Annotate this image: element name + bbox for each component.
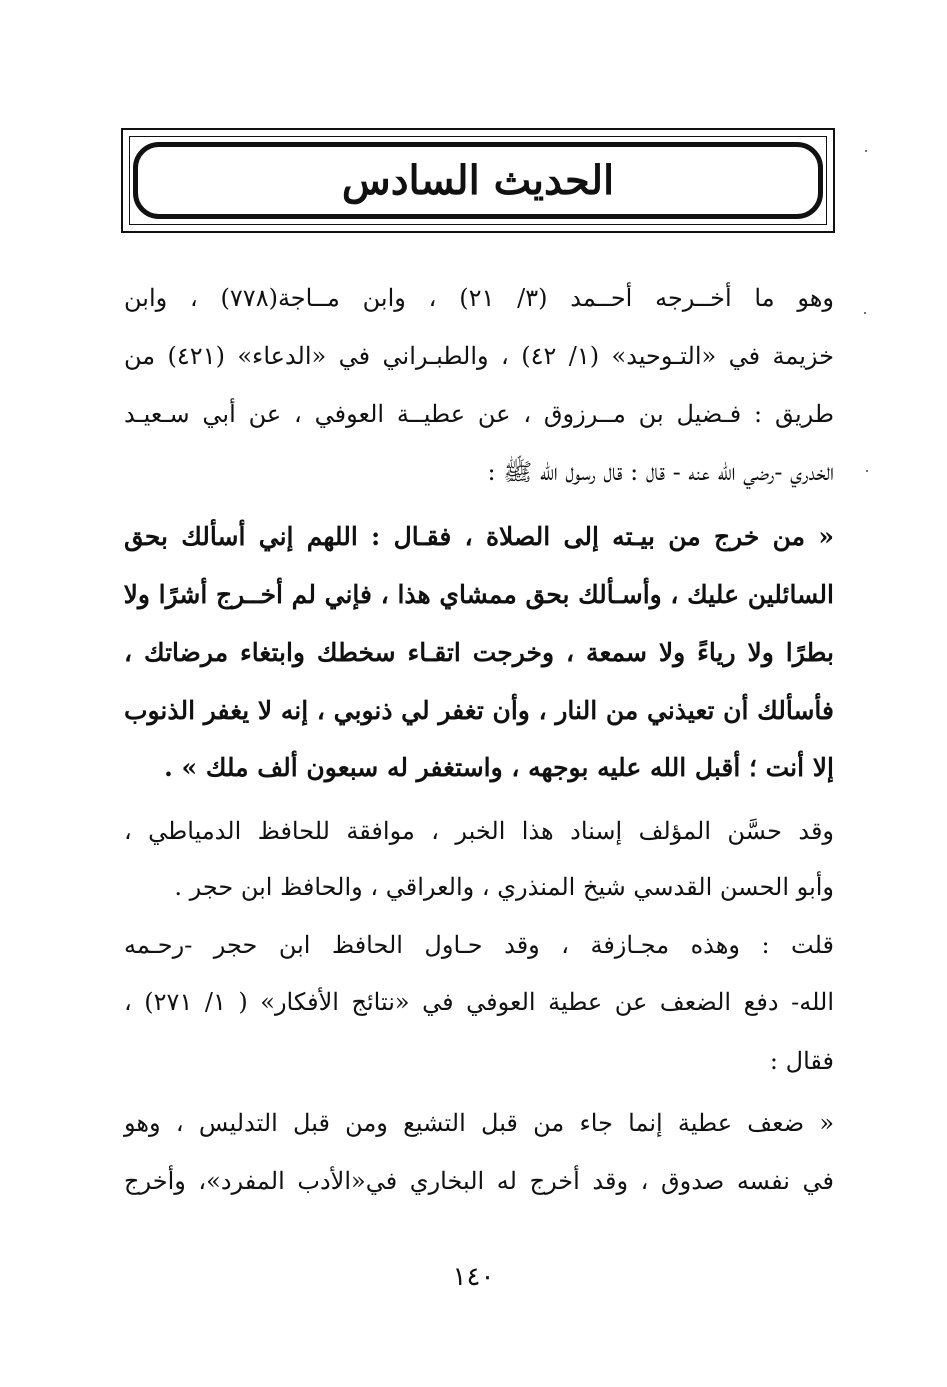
page-number: ١٤٠ <box>452 1262 495 1292</box>
hadith-line: إلا أنت ؛ أقبل الله عليه بوجهه ، واستغفر له سبعون ألف ملك » . <box>164 753 834 782</box>
chapter-header-frame <box>121 128 835 233</box>
text-line: قلت : وهذه مجـازفة ، وقد حـاول الحافظ ابن حجر -رحـمه <box>124 931 834 959</box>
scan-speck <box>865 150 867 152</box>
hadith-line: بطرًا ولا رياءً ولا سمعة ، وخرجت اتقـاء سخطك وابتغاء مرضاتك ، <box>124 638 834 667</box>
text-line: الله- دفع الضعف عن عطية العوفي في «نتائج الأفكار» ( ١/ ٢٧١) ، <box>124 988 834 1016</box>
text-line: « ضعف عطية إنما جاء من قبل التشيع ومن قبل التدليس ، وهو <box>124 1109 834 1137</box>
text-line: وأبو الحسن القدسي شيخ المنذري ، والعراقي ، والحافظ ابن حجر . <box>174 873 834 901</box>
text-line: فقال : <box>769 1047 834 1075</box>
text-line: خزيمة في «التـوحيد» (١/ ٤٢) ، والطبـراني في «الدعاء» (٤٢١) من <box>124 342 834 370</box>
header-rounded-border <box>133 142 823 219</box>
text-line: الخدري -رضي الله عنه - قال : قال رسول الله ﷺ : <box>487 458 834 486</box>
chapter-title: الحديث السادس <box>341 157 615 204</box>
text-line: وهو ما أخــرجه أحــمد (٣/ ٢١) ، وابن مــاجة(٧٧٨) ، وابن <box>124 284 835 312</box>
hadith-line: « من خرج من بيـته إلى الصلاة ، فقـال : اللهم إني أسألك بحق <box>124 522 834 551</box>
scan-speck <box>864 312 866 314</box>
text-line: طريق : فـضيل بن مــرزوق ، عن عطيــة العوفي ، عن أبي سـعيـد <box>124 400 834 428</box>
text-line: في نفسه صدوق ، وقد أخرج له البخاري في«الأدب المفرد»، وأخرج <box>124 1167 834 1195</box>
hadith-line: السائلين عليك ، وأسـألك بحق ممشاي هذا ، فإني لم أخــرج أشرًا ولا <box>123 580 834 609</box>
hadith-line: فأسألك أن تعيذني من النار ، وأن تغفر لي ذنوبي ، إنه لا يغفر الذنوب <box>123 696 834 725</box>
text-line: وقد حسَّن المؤلف إسناد هذا الخبر ، موافقة للحافظ الدمياطي ، <box>124 817 834 845</box>
scan-speck <box>866 470 868 472</box>
